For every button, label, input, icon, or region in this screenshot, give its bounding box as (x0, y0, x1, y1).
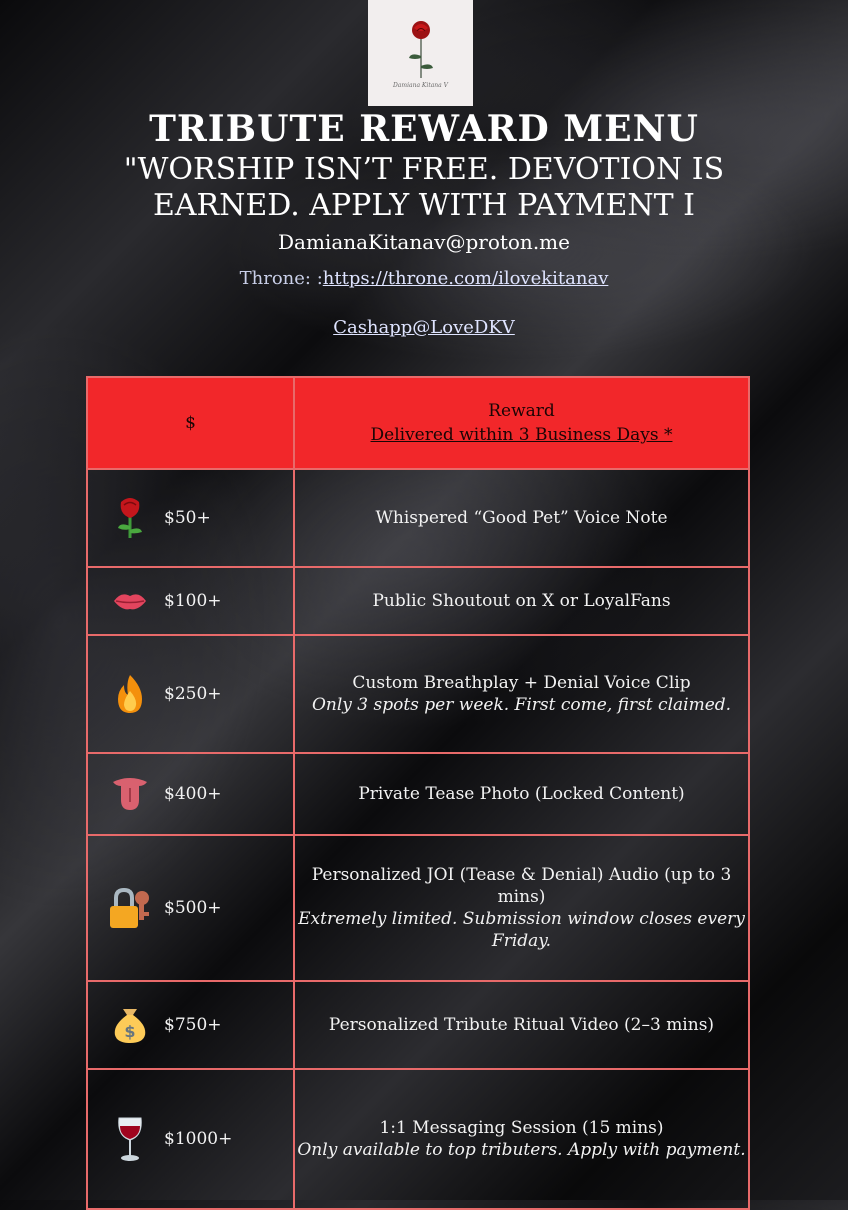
reward-label: Whispered “Good Pet” Voice Note (375, 508, 668, 528)
logo (368, 0, 473, 106)
reward-label: Public Shoutout on X or LoyalFans (372, 591, 671, 611)
price-cell (87, 567, 294, 635)
reward-header-title: Reward (488, 401, 555, 421)
reward-cell (294, 1069, 749, 1209)
cashapp-link[interactable]: Cashapp@LoveDKV (333, 317, 515, 338)
wine-glass-icon (106, 1115, 154, 1163)
reward-cell (294, 469, 749, 567)
table-row (87, 567, 749, 635)
page-title: TRIBUTE REWARD MENU (149, 108, 699, 150)
reward-table (86, 376, 750, 1210)
reward-label: Private Tease Photo (Locked Content) (358, 784, 685, 804)
table-row (87, 981, 749, 1069)
price-cell (87, 981, 294, 1069)
reward-note: Only available to top tributers. Apply with payment. (297, 1140, 746, 1160)
reward-label: Custom Breathplay + Denial Voice Clip (352, 673, 691, 693)
table-row (87, 635, 749, 753)
rose-logo-icon (401, 18, 441, 80)
reward-column-header (294, 377, 749, 469)
reward-note: Only 3 spots per week. First come, first claimed. (311, 695, 732, 715)
rose-icon (106, 494, 154, 542)
price-label: $50+ (164, 508, 211, 528)
price-cell (87, 1069, 294, 1209)
contact-email: DamianaKitanav@proton.me (278, 230, 570, 254)
throne-label: Throne: : (239, 268, 323, 289)
kiss-lips-icon (106, 577, 154, 625)
lock-key-icon (106, 884, 154, 932)
header (0, 108, 848, 338)
price-label: $750+ (164, 1015, 222, 1035)
price-label: $400+ (164, 784, 222, 804)
table-row (87, 835, 749, 981)
price-cell (87, 835, 294, 981)
logo-signature: Damiana Kitana V (393, 81, 448, 89)
price-label: $250+ (164, 684, 222, 704)
table-row (87, 753, 749, 835)
reward-cell (294, 981, 749, 1069)
price-cell (87, 635, 294, 753)
reward-note: Extremely limited. Submission window closes every Friday. (298, 909, 745, 951)
reward-cell (294, 753, 749, 835)
cashapp-line (0, 317, 848, 338)
table-header-row (87, 377, 749, 469)
fire-icon (106, 670, 154, 718)
reward-cell (294, 835, 749, 981)
reward-cell (294, 567, 749, 635)
reward-label: Personalized Tribute Ritual Video (2–3 mins) (328, 1015, 715, 1035)
reward-label: Personalized JOI (Tease & Denial) Audio (up to 3 mins) (311, 865, 732, 907)
page-subtitle: "WORSHIP ISN’T FREE. DEVOTION IS EARNED. APPLY WITH PAYMENT I (123, 152, 725, 223)
price-label: $500+ (164, 898, 222, 918)
table-row (87, 469, 749, 567)
reward-label: 1:1 Messaging Session (15 mins) (379, 1118, 664, 1138)
price-cell (87, 469, 294, 567)
price-label: $1000+ (164, 1129, 233, 1149)
throne-line (0, 268, 848, 289)
table-row (87, 1069, 749, 1209)
price-column-header: $ (87, 377, 294, 469)
reward-header-subtitle: Delivered within 3 Business Days * (370, 425, 673, 445)
price-label: $100+ (164, 591, 222, 611)
tongue-icon (106, 770, 154, 818)
reward-cell (294, 635, 749, 753)
throne-link[interactable]: https://throne.com/ilovekitanav (322, 268, 609, 289)
price-cell (87, 753, 294, 835)
svg-text:$: $ (124, 1022, 136, 1041)
money-bag-icon (106, 1001, 154, 1049)
